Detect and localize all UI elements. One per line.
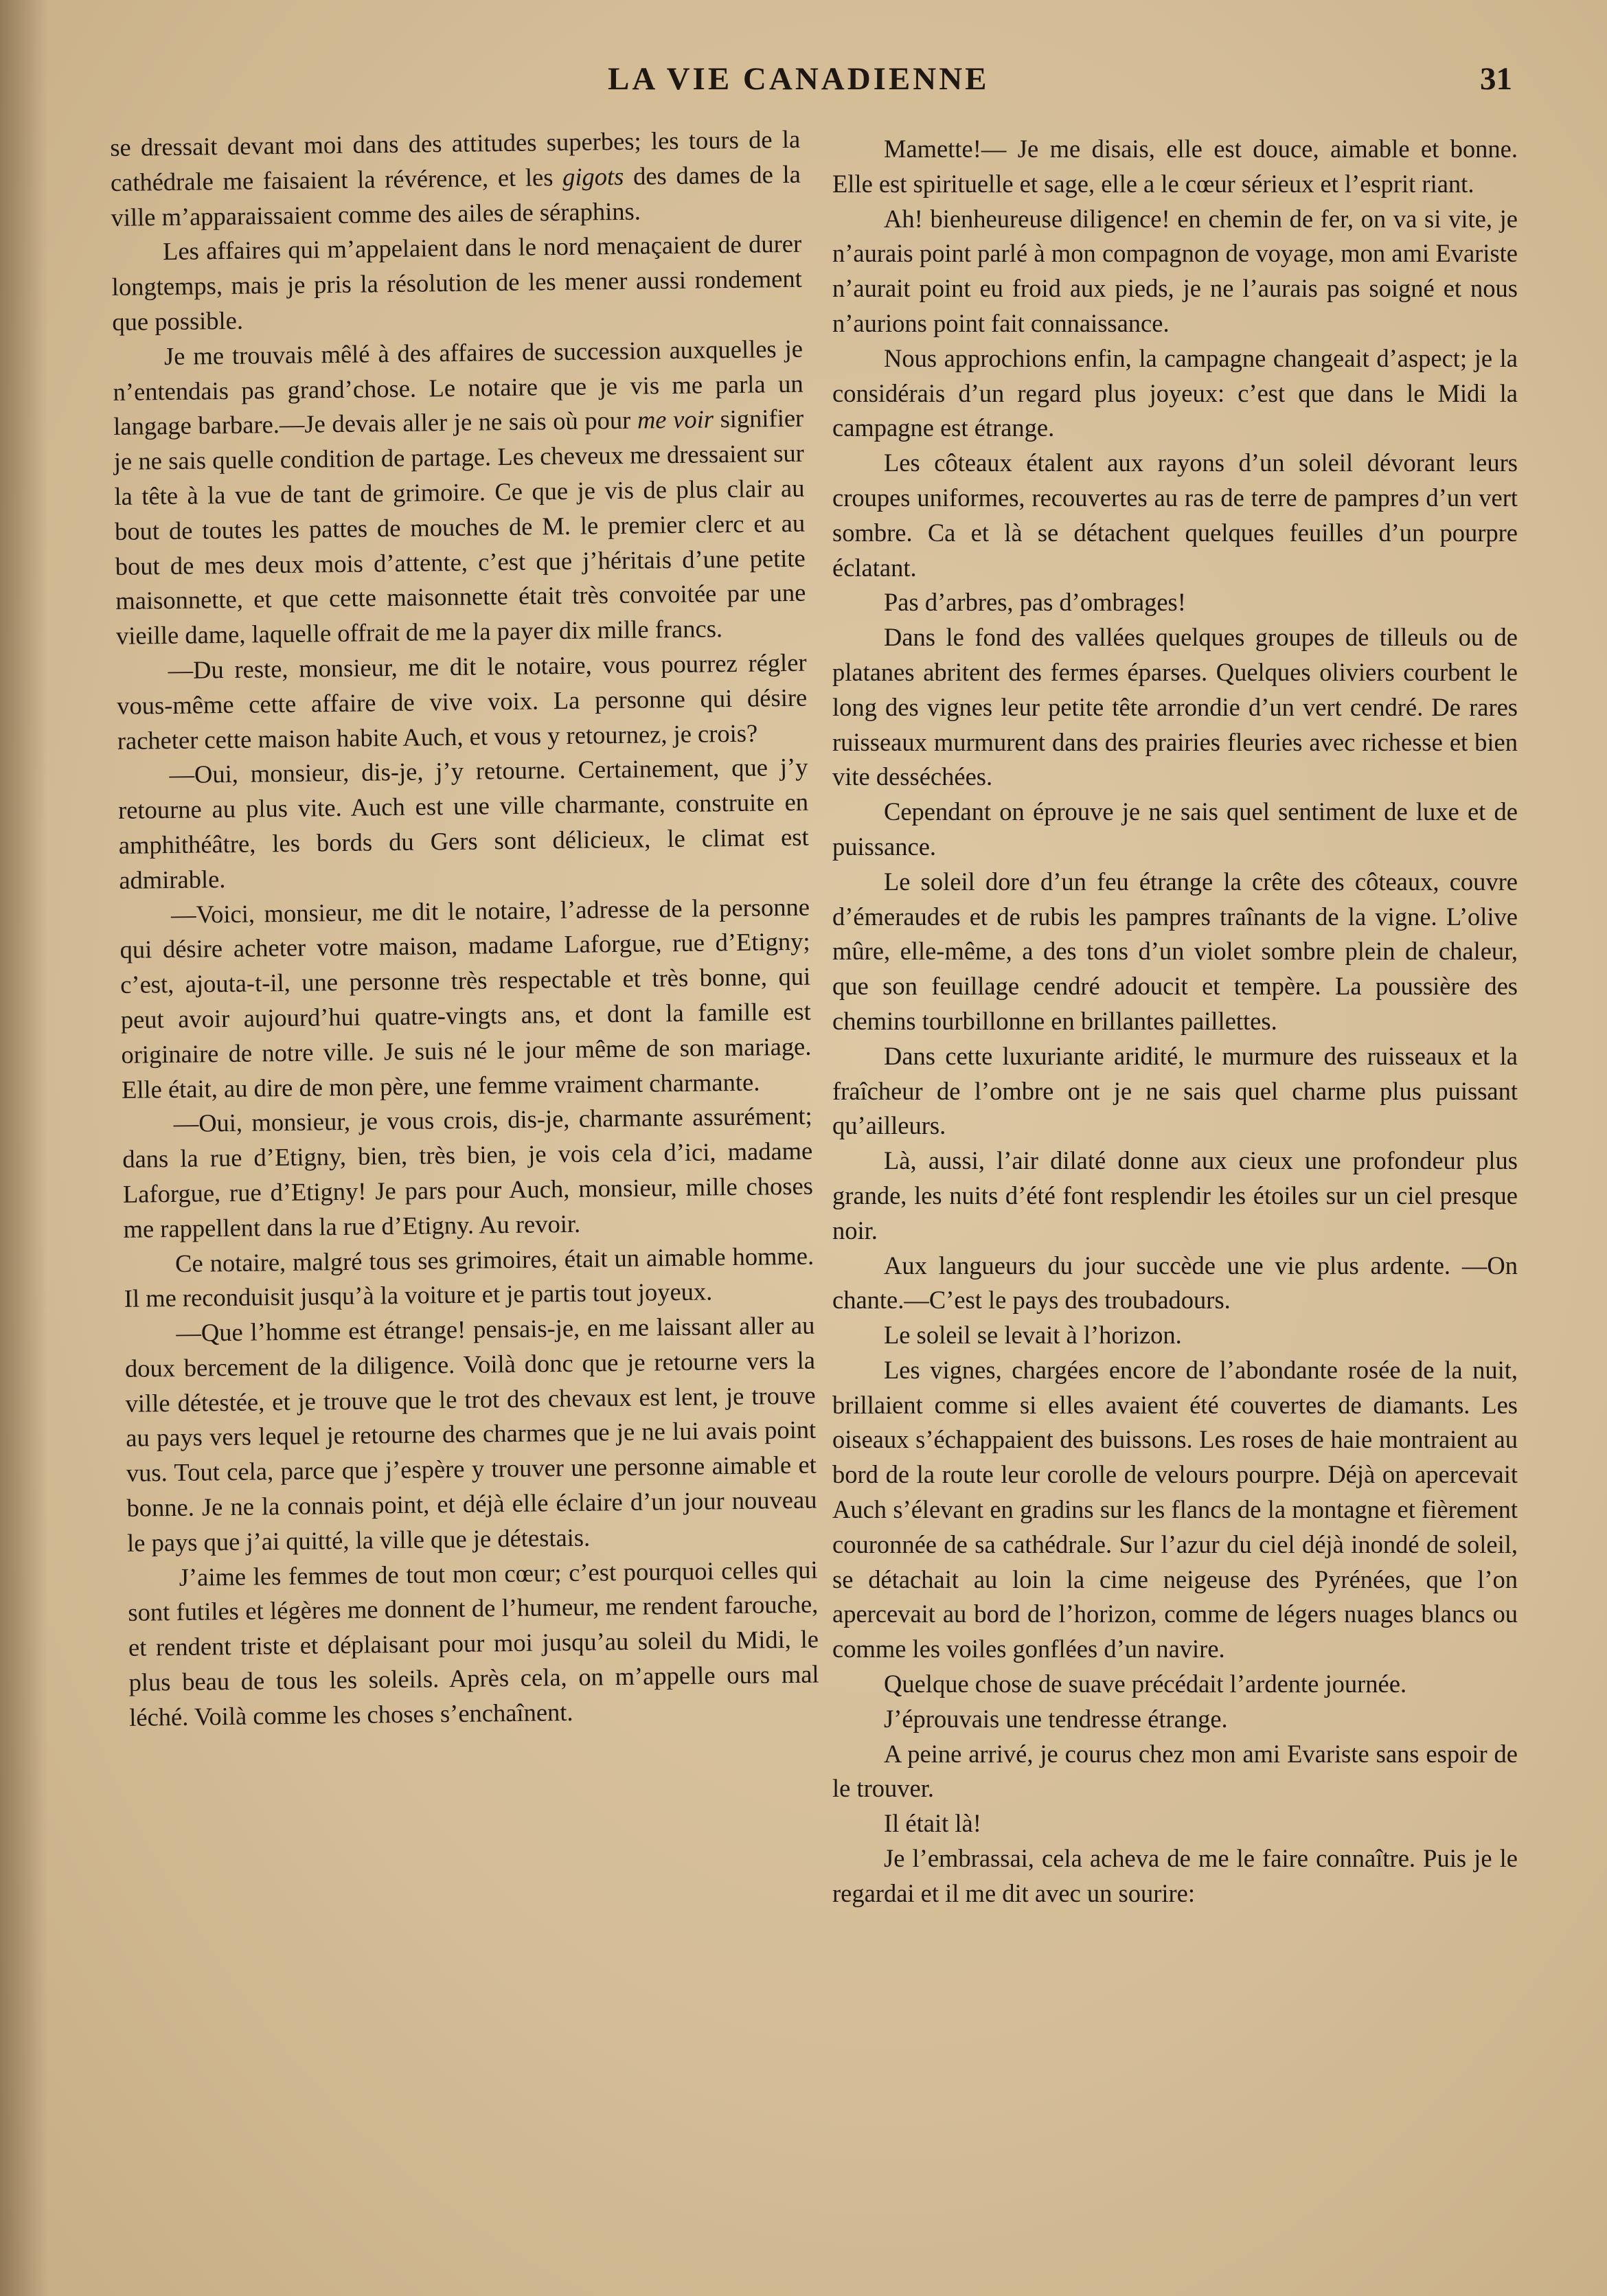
text-run: A peine arrivé, je courus chez mon ami Evariste sans espoir de le trouver. — [832, 1739, 1518, 1803]
paragraph — [127, 1552, 819, 1735]
text-run: Le soleil se levait à l’horizon. — [884, 1321, 1182, 1350]
text-run: Ah! bienheureuse diligence! en chemin de fer, on va si vite, je n’aurais point parlé à mon compagnon de voyage, mon ami Evariste n’aurait point eu froid aux pieds, je ne l’aurais pas soigné et nous n’aurions point fait connaissance. — [832, 204, 1518, 337]
binding-shadow — [0, 0, 48, 2296]
text-run: —Oui, monsieur, dis-je, j’y retourne. Certainement, que j’y retourne au plus vite. Auch est une ville charmante, construite en amphithéâtre, les bords du Gers sont délicieux, le climat est admirable. — [117, 752, 809, 894]
paragraph — [832, 341, 1518, 446]
text-run: J’aime les femmes de tout mon cœur; c’est pourquoi celles qui sont futiles et légères me donnent de l’humeur, me rendent farouche, et rendent triste et déplaisant pour moi jusqu’au soleil du Midi, le plus beau de tous les soleils. Après cela, on m’appelle ours mal léché. Voilà comme les choses s’enchaînent. — [128, 1555, 819, 1731]
left-text-column — [110, 122, 819, 1736]
paragraph — [832, 795, 1518, 865]
text-run: —Du reste, monsieur, me dit le notaire, vous pourrez régler vous-même cette affaire de vive voix. La personne qui désire racheter cette maison habite Auch, et vous y retournez, je crois? — [116, 648, 808, 755]
paragraph — [117, 750, 809, 898]
text-run: Dans le fond des vallées quelques groupes de tilleuls ou de platanes abritent des fermes éparses. Quelques oliviers courbent le long des vignes leur petite tête arrondie d’un vert cendré. De rares ruisseaux murmurent dans des prairies fleuries avec richesse et bien vite desséchées. — [832, 623, 1518, 791]
text-run: Ce notaire, malgré tous ses grimoires, était un aimable homme. Il me reconduisit jusqu’à la voiture et je partis tout joyeux. — [124, 1241, 814, 1313]
text-run: Là, aussi, l’air dilaté donne aux cieux une profondeur plus grande, les nuits d’été font resplendir les étoiles sur un ciel presque noir. — [832, 1146, 1518, 1244]
paragraph — [832, 1249, 1518, 1319]
page-number: 31 — [1480, 61, 1512, 97]
paragraph — [832, 202, 1518, 341]
paragraph — [832, 865, 1518, 1039]
paragraph — [832, 1318, 1518, 1353]
text-run: Dans cette luxuriante aridité, le murmure des ruisseaux et la fraîcheur de l’ombre ont je ne sais quel charme plus puissant qu’ailleurs. — [832, 1041, 1518, 1140]
paragraph — [119, 889, 812, 1107]
paragraph — [832, 1039, 1518, 1144]
paragraph — [122, 1099, 813, 1247]
text-run: signifier je ne sais quelle condition de partage. Les cheveux me dressaient sur la tête à la vue de tant de grimoire. Ce que je vis de plus clair au bout de toutes les pattes de mouches de M. le premier clerc et au bout de mes deux mois d’attente, c’est que j’héritais d’une petite maisonnette, et que cette maisonnette était très convoitée par une vieille dame, laquelle offrait de me la payer dix mille francs. — [113, 404, 806, 650]
text-run: Il était là! — [884, 1809, 981, 1838]
paragraph — [110, 122, 801, 236]
paragraph — [832, 1144, 1518, 1248]
paragraph — [832, 620, 1518, 795]
paragraph — [832, 585, 1518, 620]
text-run: Cependant on éprouve je ne sais quel sentiment de luxe et de puissance. — [832, 797, 1518, 861]
text-run: Mamette!— Je me disais, elle est douce, aimable et bonne. Elle est spirituelle et sage, elle a le cœur sérieux et l’esprit riant. — [832, 135, 1518, 198]
text-run: Les côteaux étalent aux rayons d’un soleil dévorant leurs croupes uniformes, recouvertes au ras de terre de pampres d’un vert sombre. Ca et là se détachent quelques feuilles d’un pourpre éclatant. — [832, 448, 1518, 582]
italic-phrase: me voir — [637, 405, 714, 435]
text-run: Je me trouvais mêlé à des affaires de succession auxquelles je n’entendais pas grand’chose. Le notaire que je vis me parla un langage barbare.—Je devais aller je ne sais où pour — [113, 334, 804, 441]
text-run: J’éprouvais une tendresse étrange. — [884, 1704, 1228, 1733]
paragraph — [832, 1841, 1518, 1911]
paragraph — [832, 1702, 1518, 1737]
text-run: Aux langueurs du jour succède une vie plus ardente. —On chante.—C’est le pays des troubadours. — [832, 1251, 1518, 1315]
text-run: Pas d’arbres, pas d’ombrages! — [884, 588, 1186, 617]
paragraph — [832, 1667, 1518, 1702]
running-head — [0, 60, 1607, 109]
paragraph — [832, 1353, 1518, 1667]
text-run: —Que l’homme est étrange! pensais-je, en me laissant aller au doux bercement de la diligence. Voilà donc que je retourne vers la ville détestée, et je trouve que le trot des chevaux est lent, je trouve au pays vers lequel je retourne des charmes que je ne lui avais point vus. Tout cela, parce que j’espère y trouver une personne aimable et bonne. Je ne la connais point, et déjà elle éclaire d’un jour nouveau le pays que j’ai quitté, la ville que je détestais. — [124, 1310, 817, 1557]
text-run: Les vignes, chargées encore de l’abondante rosée de la nuit, brillaient comme si elles avaient été couvertes de diamants. Les oiseaux s’échappaient des buissons. Les roses de haie montraient au bord de la route leur corolle de velours pourpre. Déjà on apercevait Auch s’élevant en gradins sur les flancs de la montagne et fièrement couronnée de sa cathédrale. Sur l’azur du ciel déjà inondé de soleil, se détachait au loin la cime neigeuse des Pyrénées, que l’on apercevait au bord de l’horizon, comme de légers nuages blancs ou comme les voiles gonflées d’un navire. — [832, 1355, 1518, 1663]
text-run: Nous approchions enfin, la campagne changeait d’aspect; je la considérais d’un regard plus joyeux: c’est que dans le Midi la campagne est étrange. — [832, 343, 1518, 442]
italic-phrase: gigots — [562, 161, 624, 191]
journal-title: LA VIE CANADIENNE — [608, 61, 990, 97]
paragraph — [832, 1737, 1518, 1807]
text-run: Je l’embrassai, cela acheva de me le faire connaître. Puis je le regardai et il me dit avec un sourire: — [832, 1844, 1518, 1907]
text-run: Les affaires qui m’appelaient dans le nord menaçaient de durer longtemps, mais je pris la résolution de les mener aussi rondement que possible. — [111, 229, 802, 336]
text-run: Le soleil dore d’un feu étrange la crête des côteaux, couvre d’émeraudes et de rubis les pampres traînants de la vigne. L’olive mûre, elle-même, a des tons d’un violet sombre plein de chaleur, que son feuillage cendré adoucit et tempère. La poussière des chemins tourbillonne en brillantes paillettes. — [832, 867, 1518, 1035]
text-run: Quelque chose de suave précédait l’ardente journée. — [884, 1670, 1407, 1698]
right-text-column — [832, 132, 1518, 1911]
paragraph — [116, 646, 808, 759]
paragraph — [113, 331, 807, 653]
text-run: des dames de la ville m’apparaissaient comme des ailes de séraphins. — [111, 159, 801, 231]
text-run: se dressait devant moi dans des attitudes superbes; les tours de la cathédrale me faisaient la révérence, et les — [110, 124, 801, 196]
paragraph — [832, 132, 1518, 202]
paragraph — [111, 227, 803, 340]
text-run: —Voici, monsieur, me dit le notaire, l’adresse de la personne qui désire acheter votre maison, madame Laforgue, rue d’Etigny; c’est, ajouta-t-il, une personne très respectable et très bonne, qui peut avoir aujourd’hui quatre-vingts ans, et dont la famille est originaire de notre ville. Je suis né le jour même de son mariage. Elle était, au dire de mon père, une femme vraiment charmante. — [119, 892, 812, 1104]
paragraph — [832, 446, 1518, 585]
paragraph — [832, 1806, 1518, 1841]
paragraph — [124, 1308, 817, 1561]
paragraph — [124, 1238, 814, 1317]
text-run: —Oui, monsieur, je vous crois, dis-je, charmante assurément; dans la rue d’Etigny, bien, très bien, je vois cela d’ici, madame Laforgue, rue d’Etigny! Je pars pour Auch, monsieur, mille choses me rappellent dans la rue d’Etigny. Au revoir. — [122, 1101, 814, 1243]
